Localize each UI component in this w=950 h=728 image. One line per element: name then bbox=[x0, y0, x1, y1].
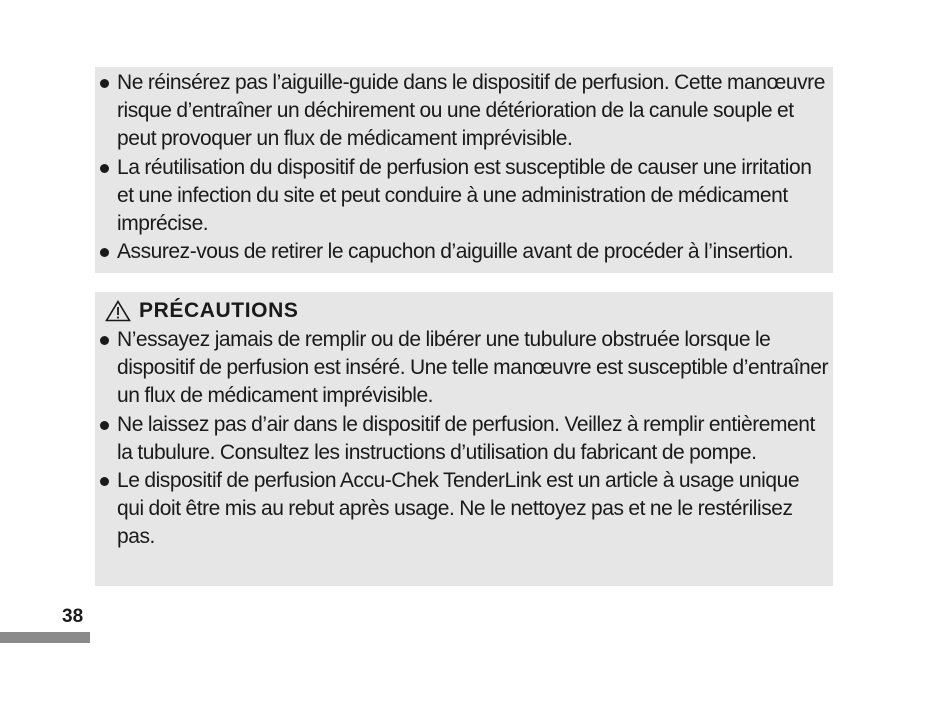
warnings-list bbox=[99, 69, 829, 266]
section-title: PRÉCAUTIONS bbox=[139, 298, 299, 322]
list-item: Assurez-vous de retirer le capuchon d’aiguille avant de procéder à l’insertion. bbox=[99, 238, 829, 266]
list-item: N’essayez jamais de remplir ou de libérer une tubulure obstruée lorsque le dispositif de perfusion est inséré. Une telle manœuvre est susceptible d’entraîner un flux de médicament imprévisible. bbox=[99, 326, 829, 411]
list-item: Ne réinsérez pas l’aiguille-guide dans le dispositif de perfusion. Cette manœuvre risque d’entraîner un déchirement ou une détérioration de la canule souple et peut provoquer un flux de médicament imprévisible. bbox=[99, 69, 829, 154]
list-item: Le dispositif de perfusion Accu-Chek TenderLink est un article à usage unique qui doit être mis au rebut après usage. Ne le nettoyez pas et ne le restérilisez pas. bbox=[99, 467, 829, 552]
list-item: La réutilisation du dispositif de perfusion est susceptible de causer une irritation et une infection du site et peut conduire à une administration de médicament imprécise. bbox=[99, 154, 829, 239]
precautions-list bbox=[99, 326, 829, 552]
page-marker-bar bbox=[0, 632, 90, 643]
warning-triangle-icon bbox=[105, 300, 131, 322]
warnings-box bbox=[95, 67, 833, 273]
precautions-heading bbox=[99, 296, 829, 325]
page-number: 38 bbox=[62, 606, 84, 627]
precautions-box bbox=[95, 292, 833, 586]
list-item: Ne laissez pas d’air dans le dispositif de perfusion. Veillez à remplir entièrement la tubulure. Consultez les instructions d’utilisation du fabricant de pompe. bbox=[99, 411, 829, 467]
